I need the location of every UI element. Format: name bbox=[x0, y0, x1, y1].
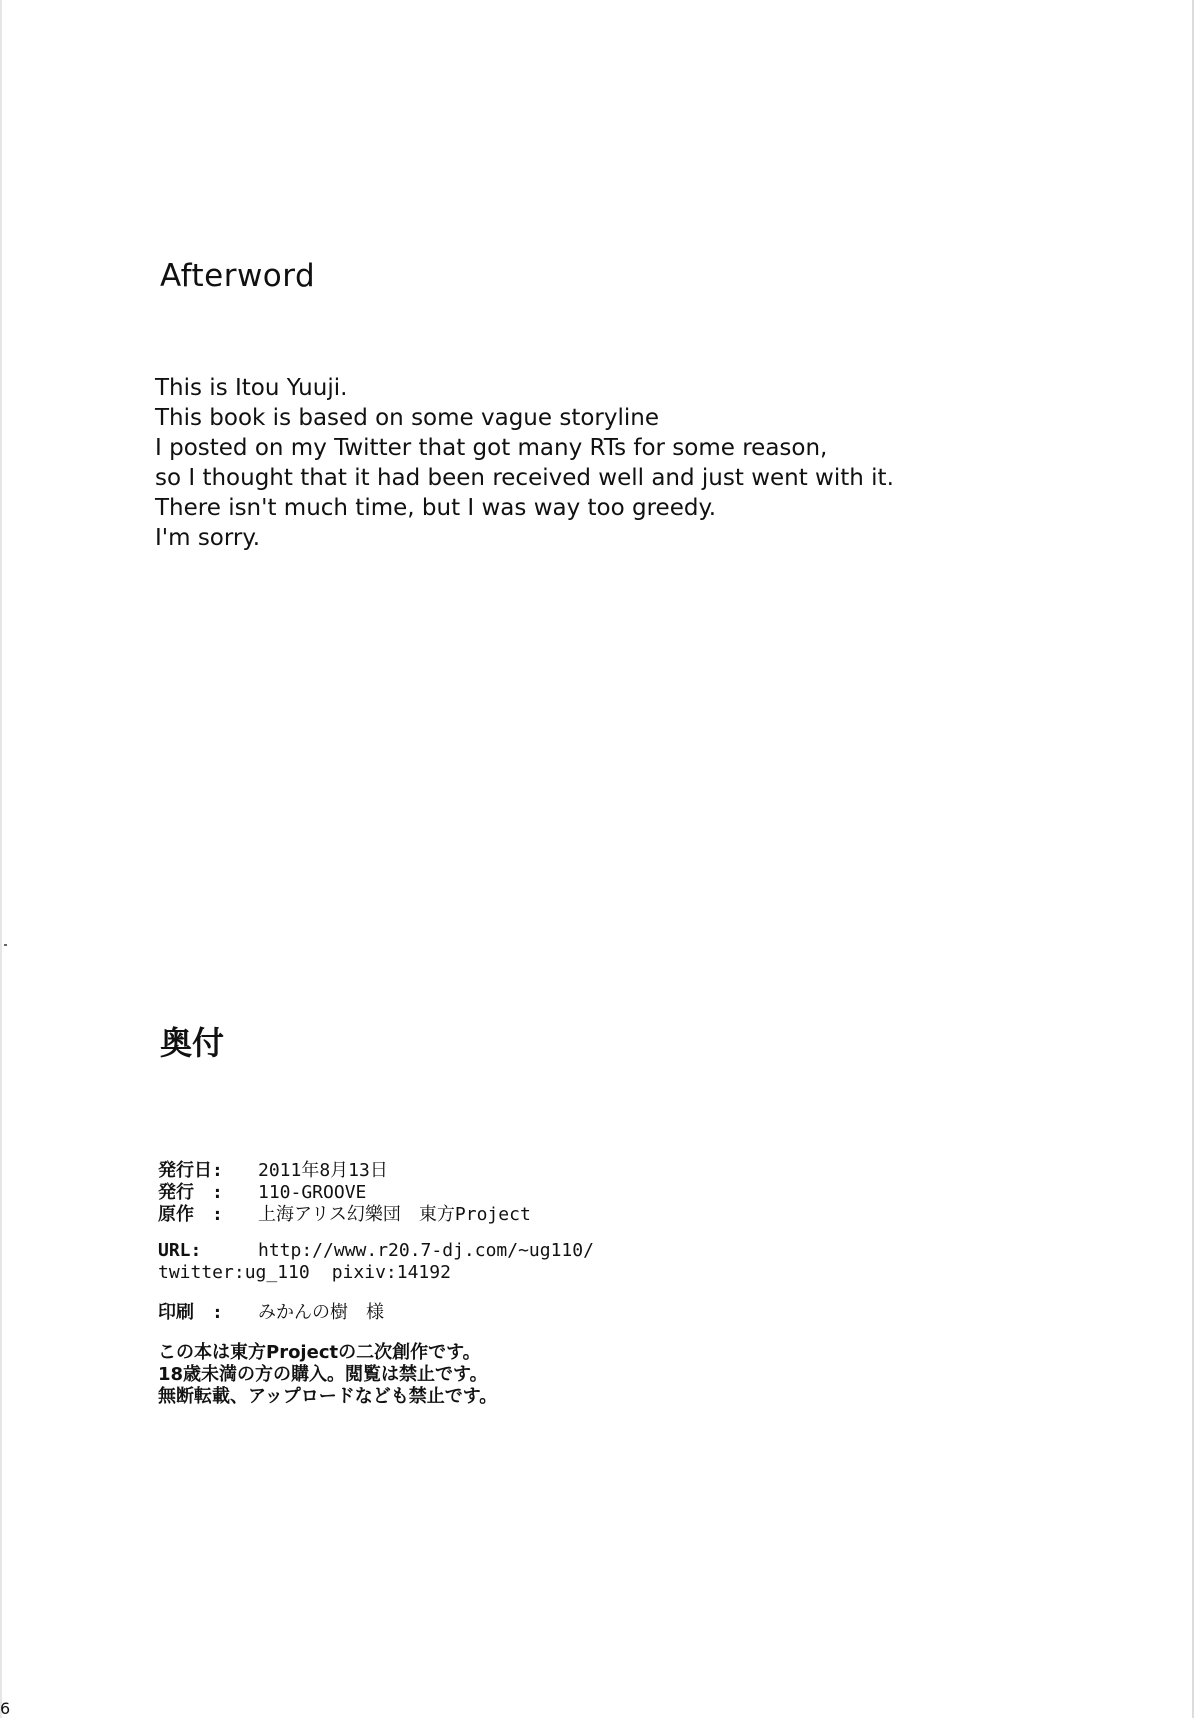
colophon-block bbox=[158, 1160, 594, 1408]
edge-mark bbox=[4, 944, 7, 946]
url-label: URL: bbox=[158, 1240, 202, 1261]
printer-value: みかんの樹 様 bbox=[258, 1302, 384, 1323]
afterword-line: This is Itou Yuuji. bbox=[155, 375, 348, 401]
twitter-handle: twitter:ug_110 bbox=[158, 1262, 310, 1283]
issue-date-row bbox=[158, 1160, 594, 1182]
notice-line: 無断転載、アップロードなども禁止です。 bbox=[158, 1386, 498, 1407]
afterword-line: This book is based on some vague storyline bbox=[155, 405, 659, 431]
afterword-line: I posted on my Twitter that got many RTs for some reason, bbox=[155, 435, 828, 461]
url-row bbox=[158, 1240, 594, 1262]
issue-date-label: 発行日: bbox=[158, 1160, 223, 1181]
printer-label: 印刷 : bbox=[158, 1302, 223, 1323]
page-number: 6 bbox=[0, 1699, 11, 1718]
social-row bbox=[158, 1262, 594, 1284]
printer-row bbox=[158, 1302, 594, 1324]
colophon-title: 奥付 bbox=[160, 1024, 225, 1062]
original-work-row bbox=[158, 1204, 594, 1226]
notice-block bbox=[158, 1342, 594, 1408]
afterword-line: so I thought that it had been received well and just went with it. bbox=[155, 465, 894, 491]
notice-line: 18歳未満の方の購入。閲覧は禁止です。 bbox=[158, 1364, 488, 1385]
afterword-title: Afterword bbox=[160, 258, 316, 294]
publisher-label: 発行 : bbox=[158, 1182, 223, 1203]
original-work-value: 上海アリス幻樂団 東方Project bbox=[258, 1204, 531, 1225]
left-page-edge bbox=[0, 0, 2, 1718]
right-page-edge bbox=[1192, 0, 1194, 1718]
notice-line: この本は東方Projectの二次創作です。 bbox=[158, 1342, 481, 1363]
url-value: http://www.r20.7-dj.com/~ug110/ bbox=[258, 1240, 594, 1261]
original-work-label: 原作 : bbox=[158, 1204, 223, 1225]
publisher-value: 110-GROOVE bbox=[258, 1182, 367, 1203]
issue-date-value: 2011年8月13日 bbox=[258, 1160, 388, 1181]
afterword-line: I'm sorry. bbox=[155, 525, 261, 551]
afterword-line: There isn't much time, but I was way too greedy. bbox=[155, 495, 717, 521]
pixiv-id: pixiv:14192 bbox=[331, 1262, 451, 1283]
publisher-row bbox=[158, 1182, 594, 1204]
afterword-body bbox=[155, 373, 955, 553]
